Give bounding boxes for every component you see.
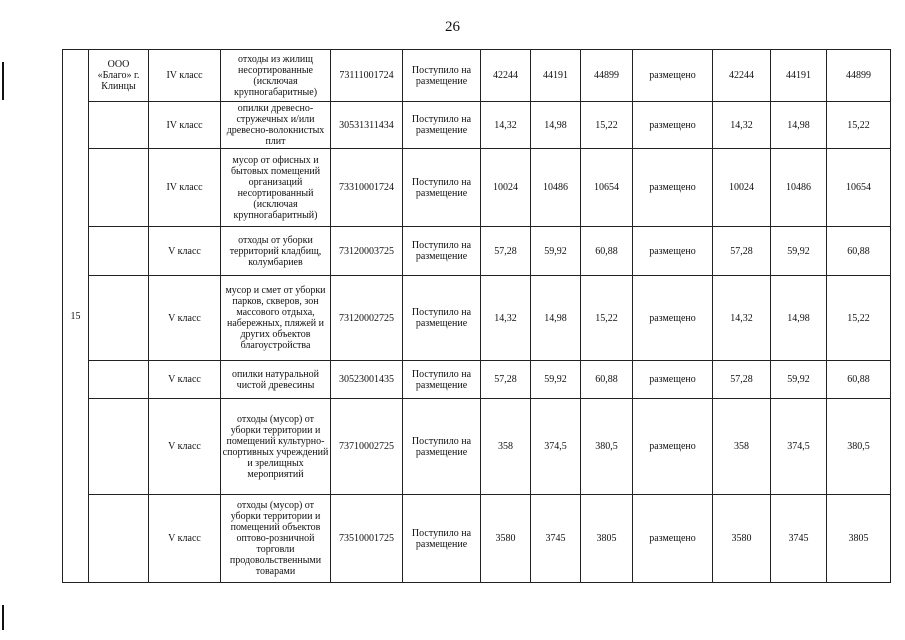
placed-1: 57,28 [713,361,771,399]
page-number: 26 [445,19,460,35]
waste-table [62,49,891,583]
waste-name: мусор от офисных и бытовых помещений организаций несортированный (исключая крупногабаритный) [221,149,331,227]
amount-1: 42244 [481,50,531,102]
amount-3: 44899 [581,50,633,102]
amount-1: 57,28 [481,227,531,276]
placed-3: 15,22 [827,102,891,149]
waste-name: мусор и смет от уборки парков, скверов, зон массового отдыха, набережных, пляжей и других объектов благоустройства [221,276,331,361]
amount-3: 60,88 [581,361,633,399]
placed-2: 14,98 [771,276,827,361]
waste-name: отходы из жилищ несортированные (исключая крупногабаритные) [221,50,331,102]
amount-1: 10024 [481,149,531,227]
waste-name: опилки древесно-стружечных и/или древесно-волокнистых плит [221,102,331,149]
waste-code: 73510001725 [331,495,403,583]
amount-1: 3580 [481,495,531,583]
waste-class: IV класс [149,102,221,149]
placed-3: 380,5 [827,399,891,495]
waste-code: 73120003725 [331,227,403,276]
placed-3: 3805 [827,495,891,583]
placed-3: 60,88 [827,361,891,399]
waste-status: Поступило на размещение [403,50,481,102]
organization-name: ООО «Благо» г. Клинцы [89,50,149,102]
left-margin-mark-bottom [2,605,4,630]
waste-class: V класс [149,227,221,276]
waste-code: 73710002725 [331,399,403,495]
amount-2: 374,5 [531,399,581,495]
placed-3: 44899 [827,50,891,102]
waste-status: Поступило на размещение [403,149,481,227]
row-number: 15 [63,50,89,583]
waste-class: IV класс [149,149,221,227]
organization-empty-cell [89,495,149,583]
amount-1: 14,32 [481,102,531,149]
waste-status: Поступило на размещение [403,399,481,495]
placed-2: 10486 [771,149,827,227]
amount-2: 59,92 [531,227,581,276]
amount-2: 14,98 [531,276,581,361]
waste-status: Поступило на размещение [403,102,481,149]
amount-2: 10486 [531,149,581,227]
placed-1: 358 [713,399,771,495]
placement-result: размещено [633,495,713,583]
waste-code: 73111001724 [331,50,403,102]
waste-name: отходы (мусор) от уборки территории и помещений культурно-спортивных учреждений и зрелищных мероприятий [221,399,331,495]
waste-class: V класс [149,276,221,361]
table-row [63,495,891,583]
table-row [63,50,891,102]
placed-2: 59,92 [771,227,827,276]
table-row [63,399,891,495]
waste-code: 73120002725 [331,276,403,361]
left-margin-mark-top [2,62,4,100]
waste-code: 30531311434 [331,102,403,149]
waste-name: отходы (мусор) от уборки территории и помещений объектов оптово-розничной торговли продовольственными товарами [221,495,331,583]
placed-2: 59,92 [771,361,827,399]
amount-3: 3805 [581,495,633,583]
placed-3: 60,88 [827,227,891,276]
placement-result: размещено [633,276,713,361]
waste-class: IV класс [149,50,221,102]
placed-1: 10024 [713,149,771,227]
amount-3: 15,22 [581,102,633,149]
organization-empty-cell [89,361,149,399]
waste-class: V класс [149,399,221,495]
placement-result: размещено [633,102,713,149]
organization-empty-cell [89,399,149,495]
table-row [63,227,891,276]
placed-1: 14,32 [713,276,771,361]
amount-1: 14,32 [481,276,531,361]
placed-3: 15,22 [827,276,891,361]
waste-class: V класс [149,361,221,399]
amount-2: 14,98 [531,102,581,149]
placement-result: размещено [633,149,713,227]
placed-3: 10654 [827,149,891,227]
placed-2: 44191 [771,50,827,102]
table-row [63,361,891,399]
table-row [63,149,891,227]
placed-2: 374,5 [771,399,827,495]
placed-1: 42244 [713,50,771,102]
amount-2: 59,92 [531,361,581,399]
waste-status: Поступило на размещение [403,361,481,399]
amount-2: 44191 [531,50,581,102]
waste-code: 30523001435 [331,361,403,399]
placement-result: размещено [633,399,713,495]
organization-empty-cell [89,227,149,276]
waste-status: Поступило на размещение [403,495,481,583]
amount-1: 358 [481,399,531,495]
waste-name: опилки натуральной чистой древесины [221,361,331,399]
placed-1: 14,32 [713,102,771,149]
waste-name: отходы от уборки территорий кладбищ, колумбариев [221,227,331,276]
placed-1: 3580 [713,495,771,583]
amount-3: 60,88 [581,227,633,276]
waste-code: 73310001724 [331,149,403,227]
table-row [63,102,891,149]
waste-status: Поступило на размещение [403,227,481,276]
placed-1: 57,28 [713,227,771,276]
organization-empty-cell [89,149,149,227]
organization-empty-cell [89,276,149,361]
placement-result: размещено [633,227,713,276]
amount-1: 57,28 [481,361,531,399]
amount-3: 10654 [581,149,633,227]
waste-status: Поступило на размещение [403,276,481,361]
placement-result: размещено [633,361,713,399]
placement-result: размещено [633,50,713,102]
placed-2: 14,98 [771,102,827,149]
amount-3: 15,22 [581,276,633,361]
waste-class: V класс [149,495,221,583]
placed-2: 3745 [771,495,827,583]
amount-3: 380,5 [581,399,633,495]
organization-empty-cell [89,102,149,149]
amount-2: 3745 [531,495,581,583]
table-row [63,276,891,361]
